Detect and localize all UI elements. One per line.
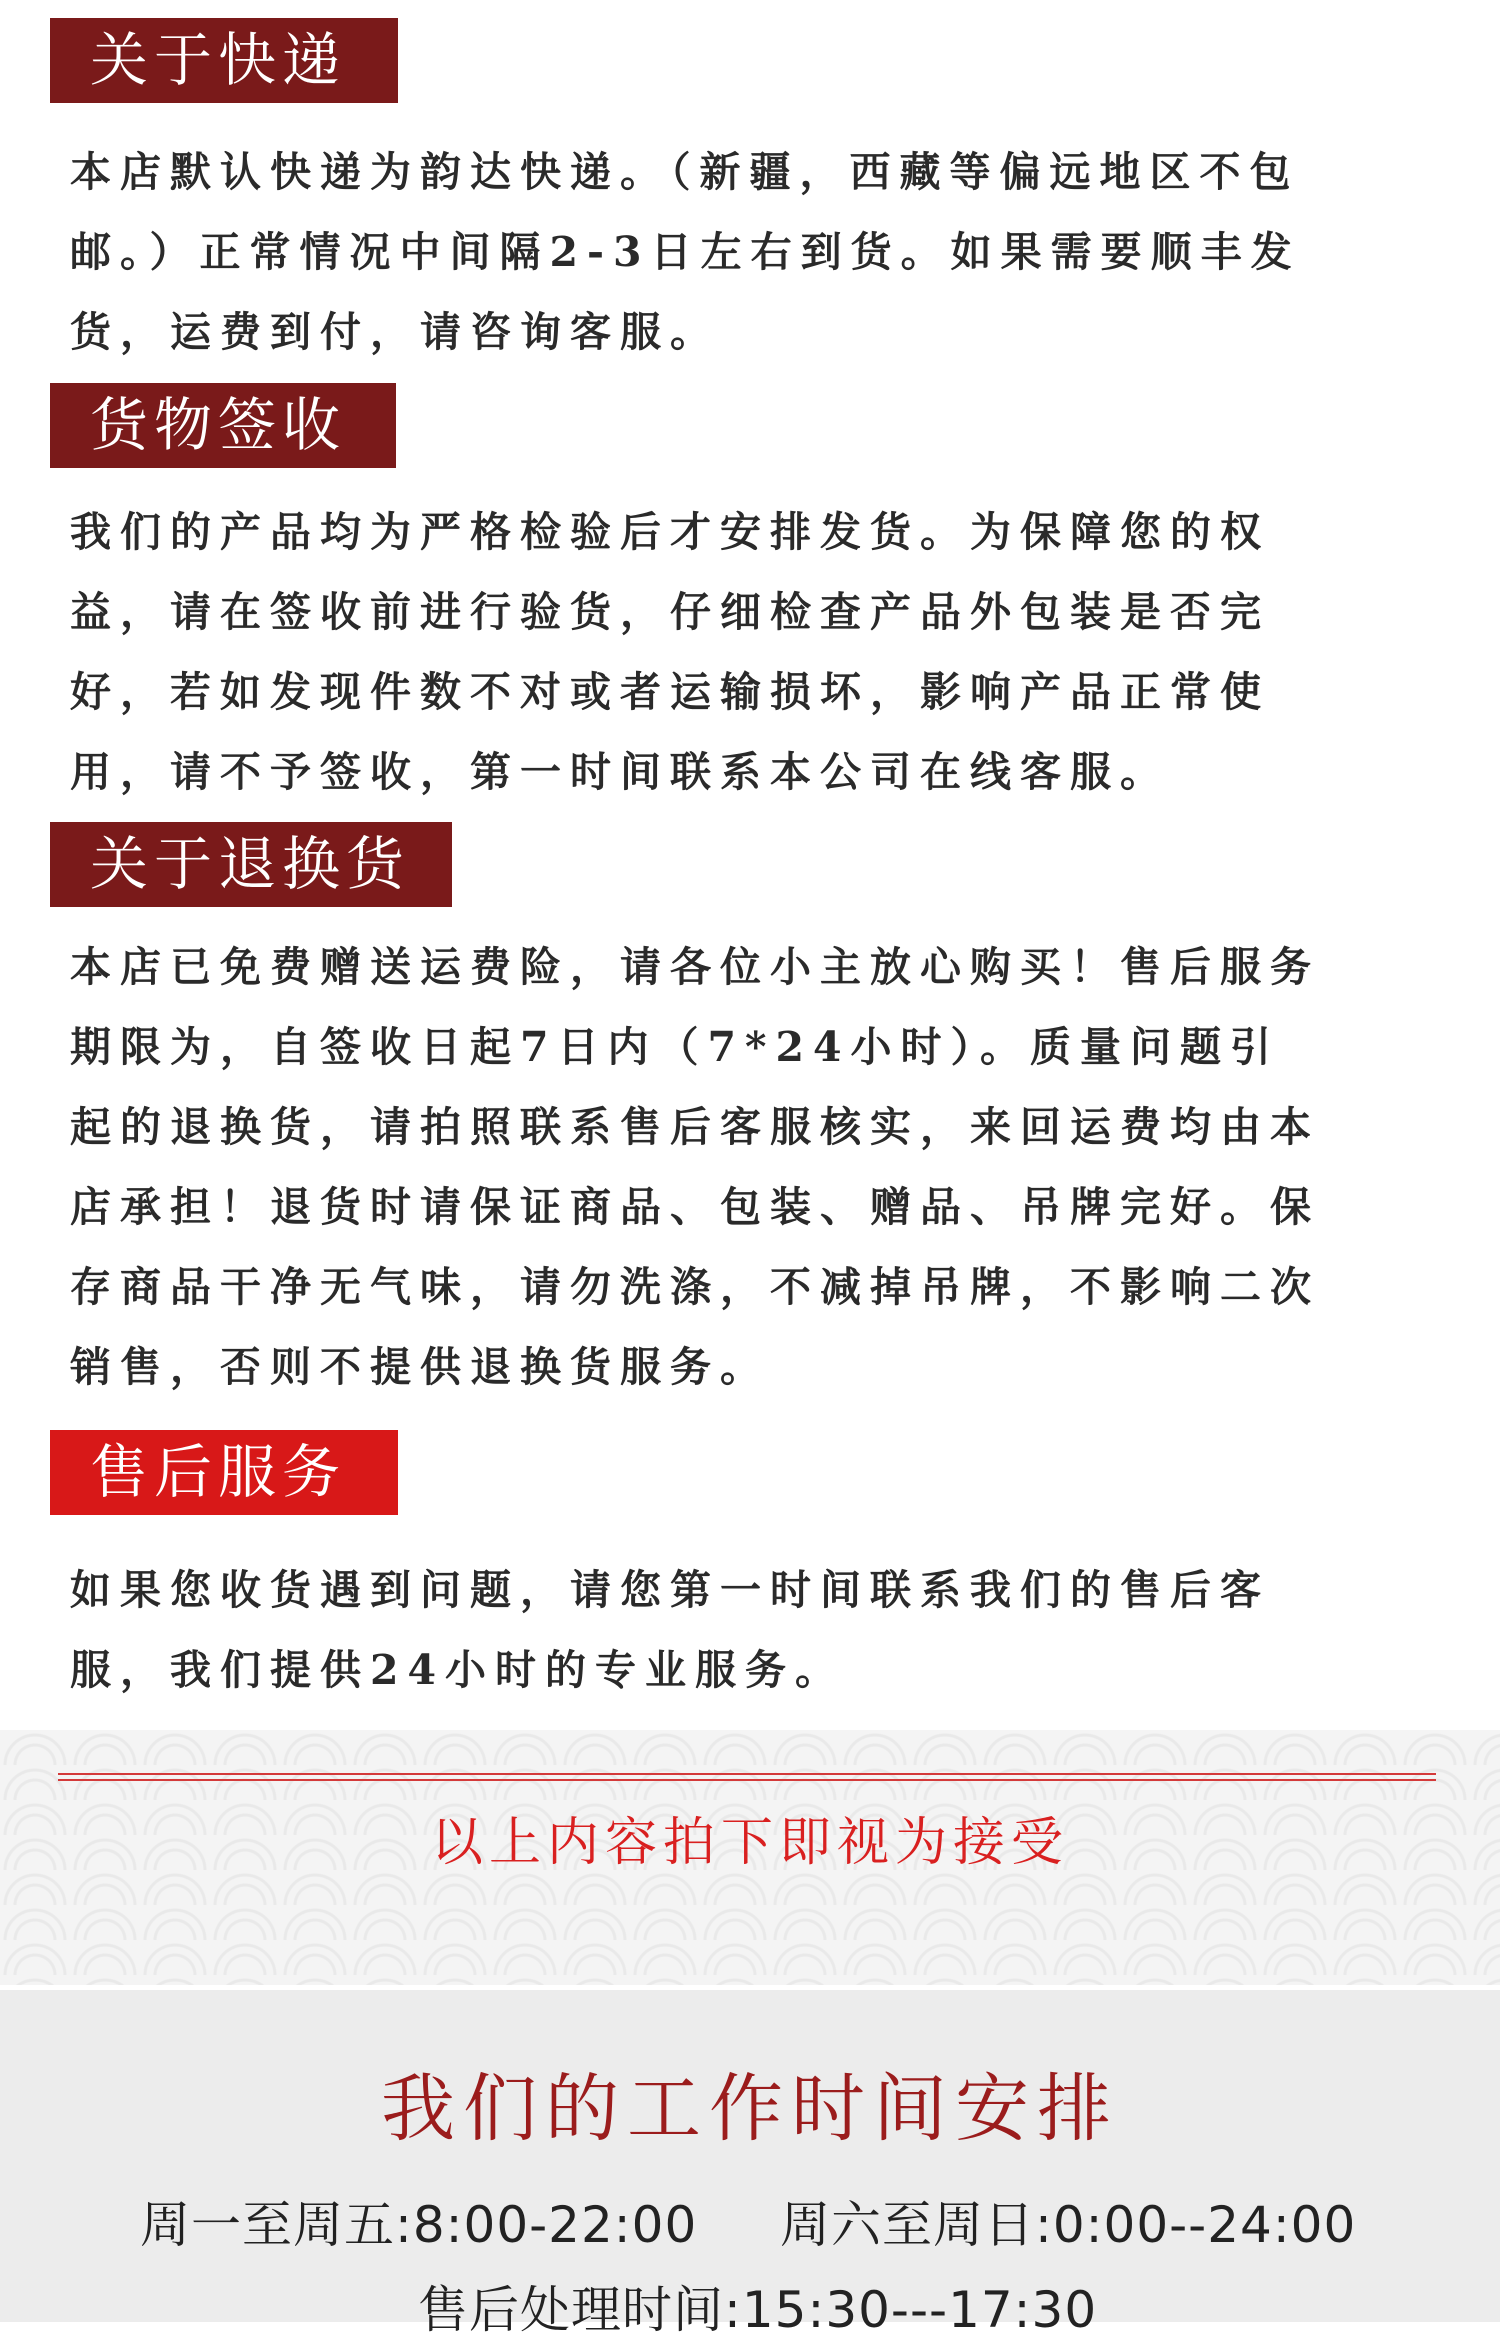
- aftersale-hours: 售后处理时间:15:30---17:30: [418, 2281, 1098, 2339]
- weekend-hours: 周六至周日:0:00--24:00: [780, 2196, 1357, 2254]
- section-title-shipping: 关于快递: [50, 18, 398, 103]
- acceptance-notice: 以上内容拍下即视为接受: [430, 1813, 1069, 1873]
- section-title-aftersale: 售后服务: [50, 1430, 398, 1515]
- work-hours-title: 我们的工作时间安排: [381, 2066, 1119, 2152]
- divider-top-line: [58, 1773, 1436, 1775]
- section-body-returns: 本店已免费赠送运费险，请各位小主放心购买！售后服务期限为，自签收日起7日内（7*24小时）。质量问题引起的退换货，请拍照联系售后客服核实，来回运费均由本店承担！退货时请保证商品、包装、赠品、吊牌完好。保存商品干净无气味，请勿洗涤，不减掉吊牌，不影响二次销售，否则不提供退换货服务。: [70, 943, 1320, 1391]
- section-title-receipt: 货物签收: [50, 383, 396, 468]
- section-body-aftersale: 如果您收货遇到问题，请您第一时间联系我们的售后客服，我们提供24小时的专业服务。: [70, 1566, 1270, 1694]
- section-body-shipping: 本店默认快递为韵达快递。（新疆，西藏等偏远地区不包邮。）正常情况中间隔2-3日左右到货。如果需要顺丰发货，运费到付，请咨询客服。: [70, 148, 1301, 356]
- divider-bottom-line: [58, 1779, 1436, 1781]
- section-body-receipt: 我们的产品均为严格检验后才安排发货。为保障您的权益，请在签收前进行验货，仔细检查产品外包装是否完好，若如发现件数不对或者运输损坏，影响产品正常使用，请不予签收，第一时间联系本公司在线客服。: [70, 508, 1270, 796]
- section-title-returns: 关于退换货: [50, 822, 452, 907]
- work-hours-panel: [0, 1990, 1500, 2339]
- weekday-hours: 周一至周五:8:00-22:00: [140, 2196, 698, 2254]
